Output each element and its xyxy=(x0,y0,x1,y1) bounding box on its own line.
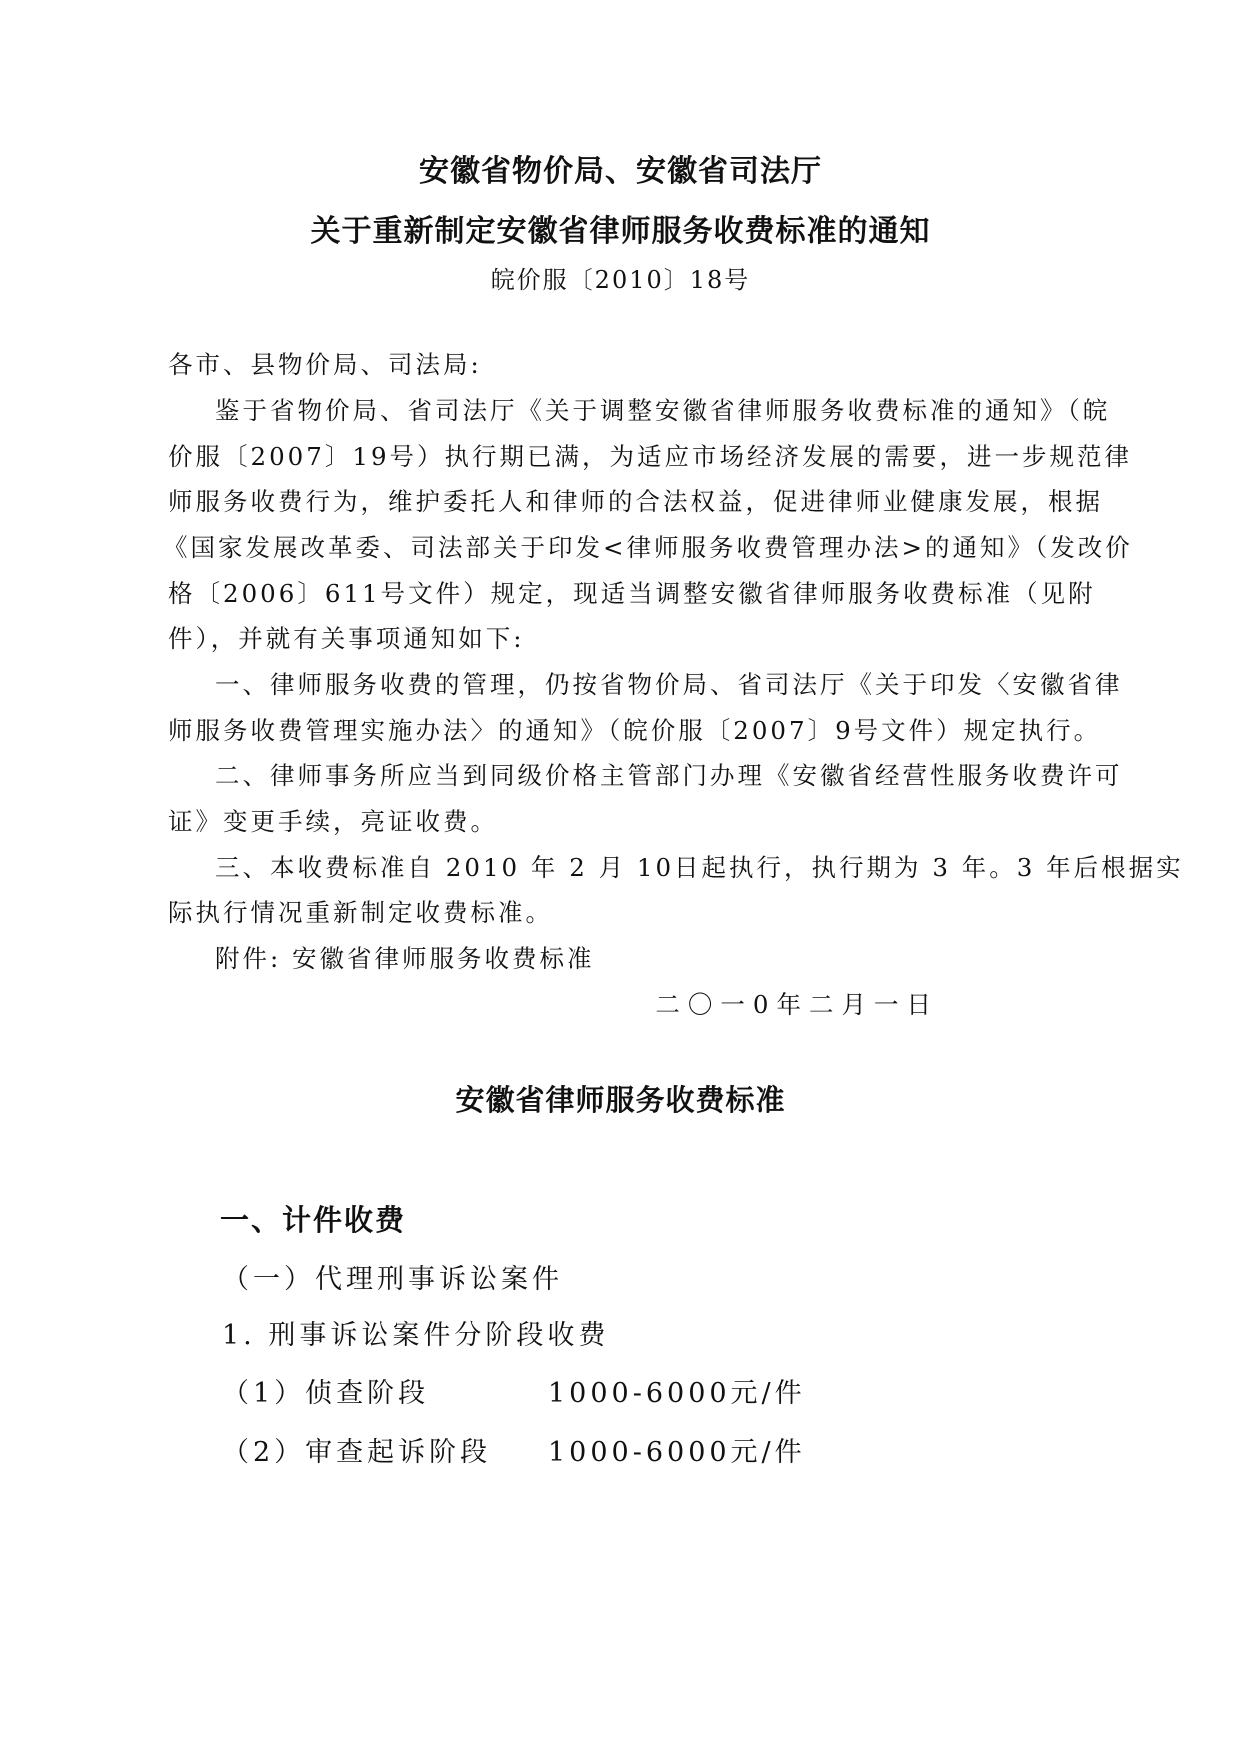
paragraph-line: 鉴于省物价局、省司法厅《关于调整安徽省律师服务收费标准的通知》（皖 xyxy=(215,396,1111,425)
list-item: 1. 刑事诉讼案件分阶段收费 xyxy=(222,1320,610,1351)
paragraph-line: 一、律师服务收费的管理，仍按省物价局、省司法厅《关于印发〈安徽省律 xyxy=(215,670,1123,699)
section-heading: 一、计件收费 xyxy=(220,1203,407,1237)
fee-item-amount: 1000-6000元/件 xyxy=(548,1378,806,1409)
paragraph-line: 三、本收费标准自 2010 年 2 月 10日起执行，执行期为 3 年。3 年后根据实 xyxy=(215,853,1184,882)
fee-item-amount: 1000-6000元/件 xyxy=(548,1437,806,1468)
notice-title-line1: 安徽省物价局、安徽省司法厅 xyxy=(419,154,822,189)
paragraph-line: 师服务收费行为，维护委托人和律师的合法权益，促进律师业健康发展，根据 xyxy=(168,487,1103,516)
paragraph-line: 格〔2006〕611号文件）规定，现适当调整安徽省律师服务收费标准（见附 xyxy=(168,579,1096,608)
document-number: 皖价服〔2010〕18号 xyxy=(490,266,751,294)
fee-item-name: （1）侦查阶段 xyxy=(222,1378,430,1409)
paragraph-line: 证》变更手续，亮证收费。 xyxy=(168,807,498,836)
paragraph-line: 二、律师事务所应当到同级价格主管部门办理《安徽省经营性服务收费许可 xyxy=(215,761,1123,790)
attachment-reference: 附件: 安徽省律师服务收费标准 xyxy=(215,944,595,973)
notice-title-line2: 关于重新制定安徽省律师服务收费标准的通知 xyxy=(310,214,931,249)
attachment-title: 安徽省律师服务收费标准 xyxy=(455,1083,786,1117)
salutation: 各市、县物价局、司法局: xyxy=(168,350,482,379)
fee-item-name: （2）审查起诉阶段 xyxy=(222,1437,492,1468)
paragraph-line: 师服务收费管理实施办法〉的通知》（皖价服〔2007〕9号文件）规定执行。 xyxy=(168,716,1102,745)
notice-date: 二〇一0年二月一日 xyxy=(655,990,939,1019)
fee-row xyxy=(222,1430,806,1469)
paragraph-line: 价服〔2007〕19号）执行期已满，为适应市场经济发展的需要，进一步规范律 xyxy=(168,442,1133,471)
paragraph-line: 《国家发展改革委、司法部关于印发<律师服务收费管理办法>的通知》（发改价 xyxy=(163,533,1133,562)
fee-row xyxy=(222,1371,806,1410)
paragraph-line: 际执行情况重新制定收费标准。 xyxy=(168,898,553,927)
paragraph-line: 件），并就有关事项通知如下: xyxy=(168,624,525,653)
subsection-heading: （一）代理刑事诉讼案件 xyxy=(222,1264,563,1295)
